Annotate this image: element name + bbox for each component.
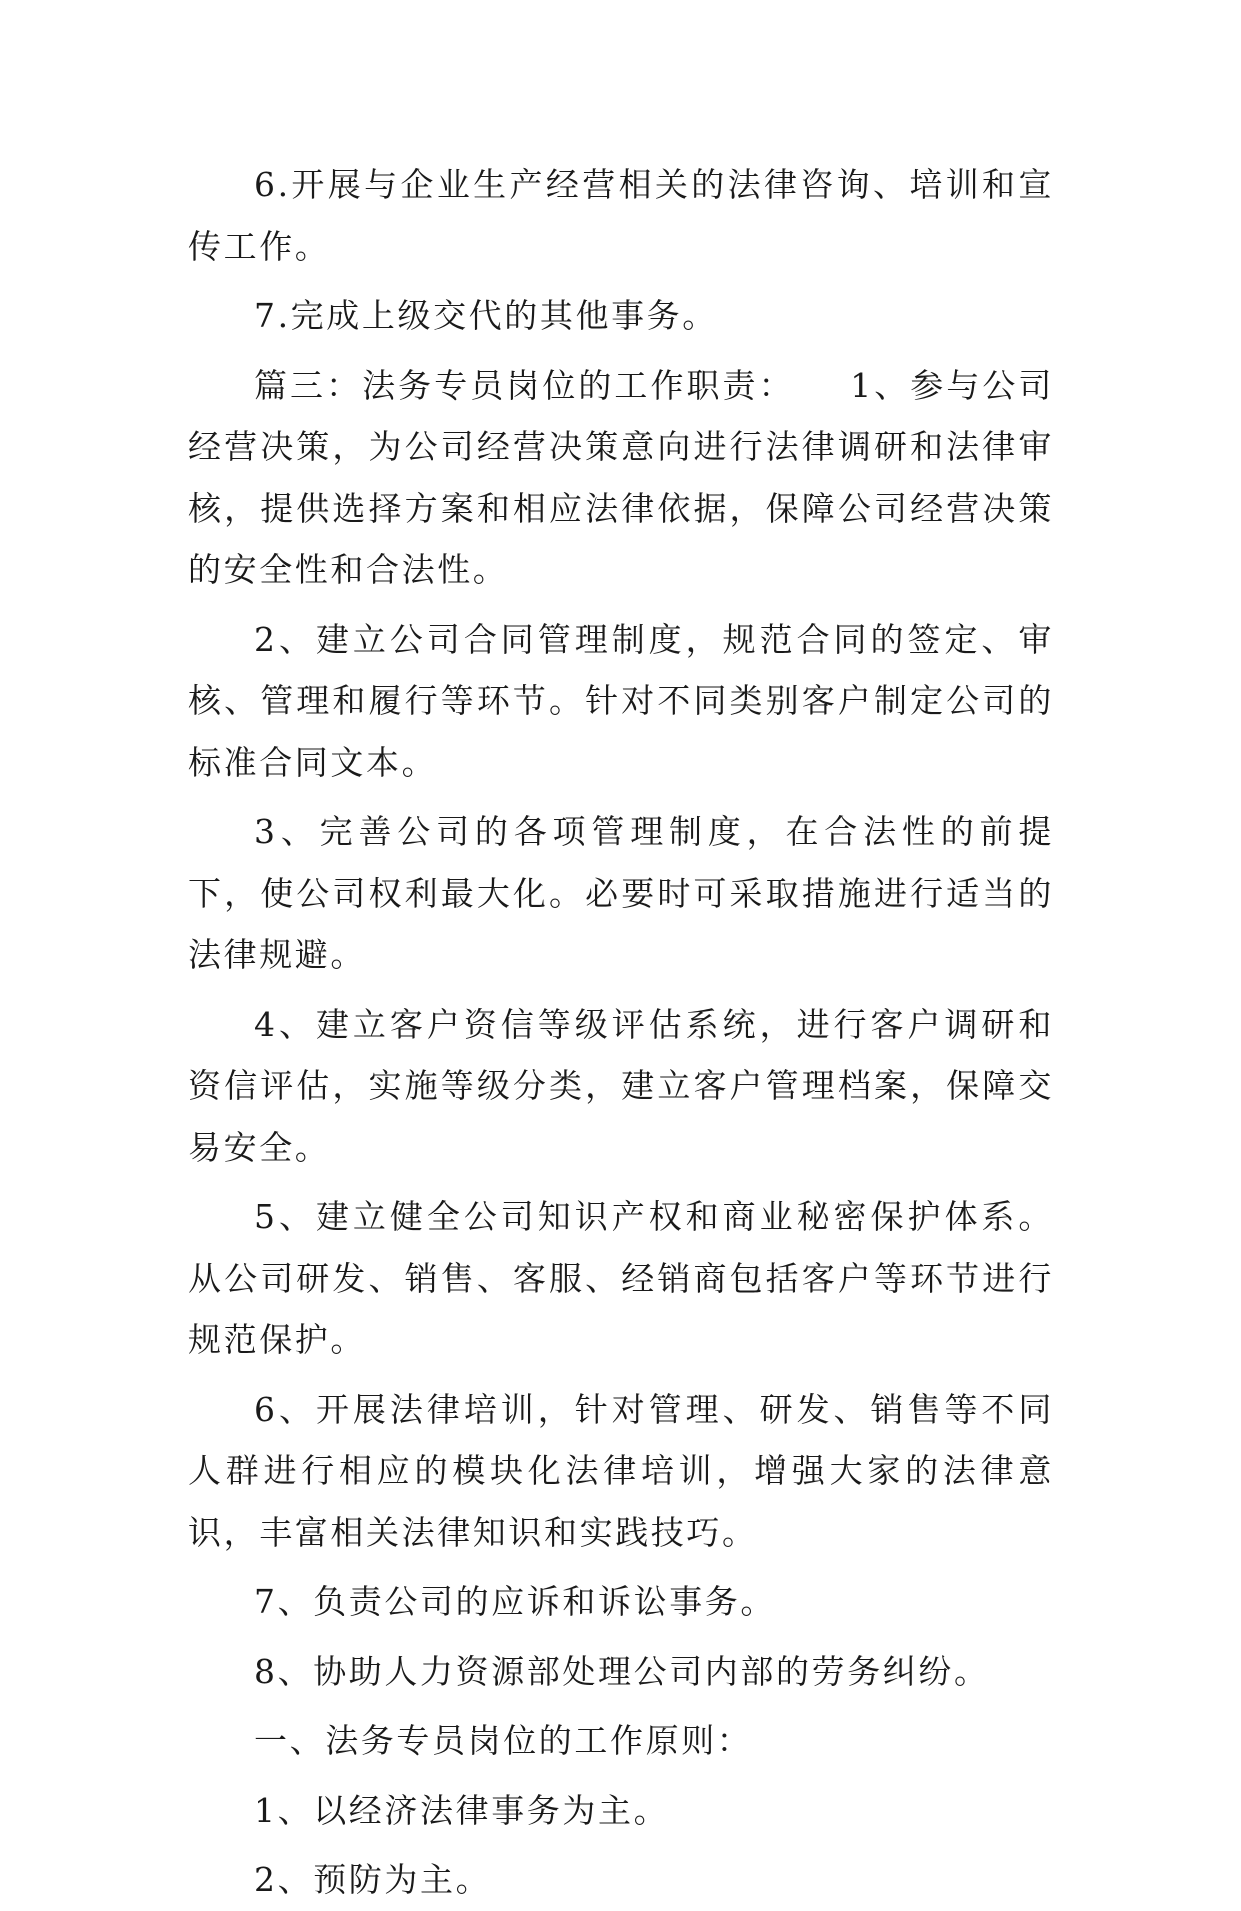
paragraph-item-7-other-tasks: 7.完成上级交代的其他事务。 <box>254 296 718 335</box>
paragraph-duty-2-contracts: 2、建立公司合同管理制度，规范合同的签定、审核、管理和履行等环节。针对不同类别客户制定公司的标准合同文本。 <box>188 619 1054 782</box>
paragraph-duty-5-ip: 5、建立健全公司知识产权和商业秘密保护体系。从公司研发、销售、客服、经销商包括客户等环节进行规范保护。 <box>188 1197 1054 1359</box>
paragraph-duty-4-credit: 4、建立客户资信等级评估系统，进行客户调研和资信评估，实施等级分类，建立客户管理档案，保障交易安全。 <box>188 1004 1054 1167</box>
paragraph-part3-intro: 篇三：法务专员岗位的工作职责： 1、参与公司经营决策，为公司经营决策意向进行法律调研和法律审核，提供选择方案和相应法律依据，保障公司经营决策的安全性和合法性。 <box>188 365 1054 589</box>
paragraph-duty-8-labor: 8、协助人力资源部处理公司内部的劳务纠纷。 <box>254 1651 990 1691</box>
document-body <box>188 154 1054 1911</box>
paragraph-principle-2: 2、预防为主。 <box>254 1860 492 1899</box>
paragraph-duty-7-litigation: 7、负责公司的应诉和诉讼事务。 <box>254 1582 776 1621</box>
section-heading-principles: 一、法务专员岗位的工作原则： <box>254 1721 753 1760</box>
paragraph-duty-6-training: 6、开展法律培训，针对管理、研发、销售等不同人群进行相应的模块化法律培训，增强大家的法律意识，丰富相关法律知识和实践技巧。 <box>188 1389 1054 1552</box>
paragraph-item-6-consulting: 6.开展与企业生产经营相关的法律咨询、培训和宣传工作。 <box>188 165 1054 266</box>
paragraph-duty-3-management: 3、完善公司的各项管理制度，在合法性的前提下，使公司权利最大化。必要时可采取措施进行适当的法律规避。 <box>188 812 1054 974</box>
paragraph-principle-1: 1、以经济法律事务为主。 <box>254 1790 670 1830</box>
